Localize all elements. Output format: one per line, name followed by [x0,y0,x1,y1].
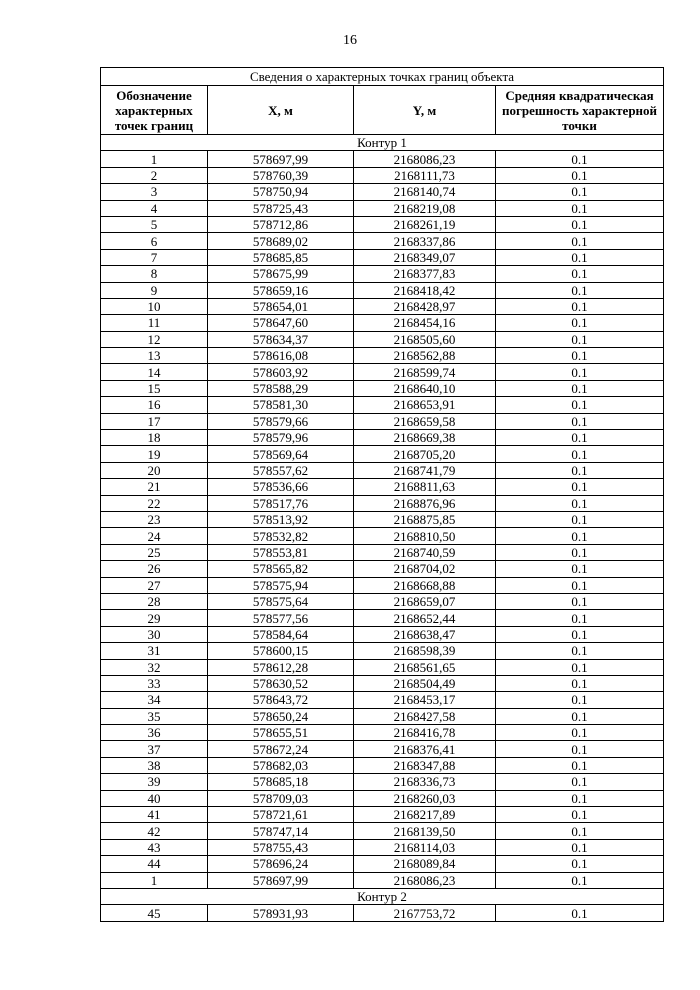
x-coordinate-cell: 578685,85 [208,249,354,265]
point-number-cell: 20 [101,462,208,478]
x-coordinate-cell: 578659,16 [208,282,354,298]
y-coordinate-cell: 2168876,96 [354,495,496,511]
table-row [101,151,664,167]
x-coordinate-cell: 578553,81 [208,544,354,560]
x-coordinate-cell: 578630,52 [208,675,354,691]
accuracy-cell: 0.1 [496,151,664,167]
x-coordinate-cell: 578712,86 [208,216,354,232]
point-number-cell: 2 [101,167,208,183]
accuracy-cell: 0.1 [496,675,664,691]
point-number-cell: 14 [101,364,208,380]
point-number-cell: 1 [101,872,208,888]
x-coordinate-cell: 578689,02 [208,233,354,249]
y-coordinate-cell: 2168377,83 [354,266,496,282]
table-row [101,643,664,659]
x-coordinate-cell: 578579,96 [208,430,354,446]
header-accuracy: Средняя квадратическая погрешность характерной точки [496,86,664,135]
table-row [101,413,664,429]
y-coordinate-cell: 2168598,39 [354,643,496,659]
y-coordinate-cell: 2168086,23 [354,872,496,888]
point-number-cell: 41 [101,807,208,823]
x-coordinate-cell: 578517,76 [208,495,354,511]
y-coordinate-cell: 2168740,59 [354,544,496,560]
point-number-cell: 39 [101,774,208,790]
table-row [101,593,664,609]
point-number-cell: 22 [101,495,208,511]
x-coordinate-cell: 578697,99 [208,151,354,167]
y-coordinate-cell: 2168427,58 [354,708,496,724]
x-coordinate-cell: 578747,14 [208,823,354,839]
point-number-cell: 35 [101,708,208,724]
point-number-cell: 1 [101,151,208,167]
y-coordinate-cell: 2168640,10 [354,380,496,396]
x-coordinate-cell: 578513,92 [208,511,354,527]
x-coordinate-cell: 578721,61 [208,807,354,823]
x-coordinate-cell: 578725,43 [208,200,354,216]
y-coordinate-cell: 2168416,78 [354,725,496,741]
x-coordinate-cell: 578647,60 [208,315,354,331]
contour-header-row [101,135,664,151]
table-row [101,249,664,265]
accuracy-cell: 0.1 [496,167,664,183]
point-number-cell: 45 [101,905,208,921]
x-coordinate-cell: 578577,56 [208,610,354,626]
x-coordinate-cell: 578575,64 [208,593,354,609]
x-coordinate-cell: 578672,24 [208,741,354,757]
y-coordinate-cell: 2168652,44 [354,610,496,626]
table-row [101,511,664,527]
y-coordinate-cell: 2168349,07 [354,249,496,265]
y-coordinate-cell: 2168811,63 [354,479,496,495]
accuracy-cell: 0.1 [496,249,664,265]
x-coordinate-cell: 578654,01 [208,298,354,314]
point-number-cell: 8 [101,266,208,282]
x-coordinate-cell: 578760,39 [208,167,354,183]
accuracy-cell: 0.1 [496,790,664,806]
table-row [101,331,664,347]
table-row [101,233,664,249]
point-number-cell: 4 [101,200,208,216]
table-row [101,577,664,593]
x-coordinate-cell: 578696,24 [208,856,354,872]
accuracy-cell: 0.1 [496,413,664,429]
point-number-cell: 40 [101,790,208,806]
accuracy-cell: 0.1 [496,692,664,708]
point-number-cell: 21 [101,479,208,495]
point-number-cell: 16 [101,397,208,413]
table-row [101,872,664,888]
point-number-cell: 18 [101,430,208,446]
x-coordinate-cell: 578600,15 [208,643,354,659]
accuracy-cell: 0.1 [496,626,664,642]
y-coordinate-cell: 2168638,47 [354,626,496,642]
accuracy-cell: 0.1 [496,184,664,200]
accuracy-cell: 0.1 [496,216,664,232]
table-row [101,282,664,298]
table-row [101,610,664,626]
point-number-cell: 24 [101,528,208,544]
point-number-cell: 25 [101,544,208,560]
accuracy-cell: 0.1 [496,774,664,790]
y-coordinate-cell: 2168810,50 [354,528,496,544]
accuracy-cell: 0.1 [496,593,664,609]
table-row [101,561,664,577]
point-number-cell: 30 [101,626,208,642]
accuracy-cell: 0.1 [496,266,664,282]
table-row [101,167,664,183]
point-number-cell: 26 [101,561,208,577]
y-coordinate-cell: 2168561,65 [354,659,496,675]
table-row [101,315,664,331]
point-number-cell: 3 [101,184,208,200]
table-row [101,823,664,839]
y-coordinate-cell: 2168741,79 [354,462,496,478]
point-number-cell: 11 [101,315,208,331]
header-designation: Обозначение характерных точек границ [101,86,208,135]
table-row [101,544,664,560]
x-coordinate-cell: 578579,66 [208,413,354,429]
accuracy-cell: 0.1 [496,364,664,380]
x-coordinate-cell: 578643,72 [208,692,354,708]
y-coordinate-cell: 2168453,17 [354,692,496,708]
boundary-points-table [100,67,664,922]
y-coordinate-cell: 2168599,74 [354,364,496,380]
table-row [101,675,664,691]
accuracy-cell: 0.1 [496,397,664,413]
point-number-cell: 17 [101,413,208,429]
accuracy-cell: 0.1 [496,479,664,495]
point-number-cell: 9 [101,282,208,298]
y-coordinate-cell: 2168505,60 [354,331,496,347]
point-number-cell: 42 [101,823,208,839]
point-number-cell: 34 [101,692,208,708]
accuracy-cell: 0.1 [496,462,664,478]
accuracy-cell: 0.1 [496,839,664,855]
accuracy-cell: 0.1 [496,528,664,544]
table-row [101,216,664,232]
accuracy-cell: 0.1 [496,298,664,314]
table-row [101,446,664,462]
table-row [101,495,664,511]
table-row [101,856,664,872]
y-coordinate-cell: 2168668,88 [354,577,496,593]
table-row [101,774,664,790]
y-coordinate-cell: 2168562,88 [354,348,496,364]
header-x: X, м [208,86,354,135]
accuracy-cell: 0.1 [496,200,664,216]
table-row [101,659,664,675]
table-row [101,807,664,823]
accuracy-cell: 0.1 [496,561,664,577]
table-row [101,692,664,708]
x-coordinate-cell: 578650,24 [208,708,354,724]
accuracy-cell: 0.1 [496,872,664,888]
accuracy-cell: 0.1 [496,708,664,724]
table-row [101,430,664,446]
accuracy-cell: 0.1 [496,725,664,741]
point-number-cell: 23 [101,511,208,527]
table-row [101,184,664,200]
accuracy-cell: 0.1 [496,430,664,446]
point-number-cell: 29 [101,610,208,626]
accuracy-cell: 0.1 [496,380,664,396]
point-number-cell: 37 [101,741,208,757]
table-row [101,348,664,364]
point-number-cell: 27 [101,577,208,593]
x-coordinate-cell: 578655,51 [208,725,354,741]
point-number-cell: 10 [101,298,208,314]
point-number-cell: 19 [101,446,208,462]
table-row [101,528,664,544]
y-coordinate-cell: 2168428,97 [354,298,496,314]
table-row [101,626,664,642]
x-coordinate-cell: 578750,94 [208,184,354,200]
accuracy-cell: 0.1 [496,659,664,675]
table-row [101,462,664,478]
y-coordinate-cell: 2168705,20 [354,446,496,462]
contour-label: Контур 1 [101,135,664,151]
x-coordinate-cell: 578709,03 [208,790,354,806]
x-coordinate-cell: 578581,30 [208,397,354,413]
x-coordinate-cell: 578634,37 [208,331,354,347]
point-number-cell: 38 [101,757,208,773]
x-coordinate-cell: 578536,66 [208,479,354,495]
x-coordinate-cell: 578575,94 [208,577,354,593]
x-coordinate-cell: 578755,43 [208,839,354,855]
x-coordinate-cell: 578697,99 [208,872,354,888]
accuracy-cell: 0.1 [496,495,664,511]
table-title: Сведения о характерных точках границ объекта [101,68,664,86]
point-number-cell: 6 [101,233,208,249]
point-number-cell: 36 [101,725,208,741]
point-number-cell: 7 [101,249,208,265]
x-coordinate-cell: 578612,28 [208,659,354,675]
y-coordinate-cell: 2168653,91 [354,397,496,413]
y-coordinate-cell: 2168704,02 [354,561,496,577]
table-row [101,757,664,773]
point-number-cell: 43 [101,839,208,855]
table-row [101,479,664,495]
point-number-cell: 13 [101,348,208,364]
y-coordinate-cell: 2167753,72 [354,905,496,921]
header-y: Y, м [354,86,496,135]
accuracy-cell: 0.1 [496,577,664,593]
accuracy-cell: 0.1 [496,348,664,364]
x-coordinate-cell: 578603,92 [208,364,354,380]
point-number-cell: 12 [101,331,208,347]
accuracy-cell: 0.1 [496,823,664,839]
x-coordinate-cell: 578931,93 [208,905,354,921]
accuracy-cell: 0.1 [496,741,664,757]
point-number-cell: 5 [101,216,208,232]
point-number-cell: 15 [101,380,208,396]
table-row [101,725,664,741]
x-coordinate-cell: 578532,82 [208,528,354,544]
accuracy-cell: 0.1 [496,315,664,331]
table-row [101,200,664,216]
point-number-cell: 44 [101,856,208,872]
y-coordinate-cell: 2168086,23 [354,151,496,167]
x-coordinate-cell: 578616,08 [208,348,354,364]
x-coordinate-cell: 578565,82 [208,561,354,577]
point-number-cell: 31 [101,643,208,659]
y-coordinate-cell: 2168454,16 [354,315,496,331]
table-row [101,266,664,282]
accuracy-cell: 0.1 [496,282,664,298]
table-row [101,380,664,396]
y-coordinate-cell: 2168140,74 [354,184,496,200]
y-coordinate-cell: 2168875,85 [354,511,496,527]
x-coordinate-cell: 578557,62 [208,462,354,478]
accuracy-cell: 0.1 [496,905,664,921]
point-number-cell: 32 [101,659,208,675]
y-coordinate-cell: 2168347,88 [354,757,496,773]
y-coordinate-cell: 2168337,86 [354,233,496,249]
contour-label: Контур 2 [101,888,664,904]
accuracy-cell: 0.1 [496,511,664,527]
x-coordinate-cell: 578569,64 [208,446,354,462]
x-coordinate-cell: 578675,99 [208,266,354,282]
table-row [101,364,664,380]
y-coordinate-cell: 2168219,08 [354,200,496,216]
accuracy-cell: 0.1 [496,807,664,823]
table-row [101,905,664,921]
table-row [101,741,664,757]
y-coordinate-cell: 2168089,84 [354,856,496,872]
x-coordinate-cell: 578584,64 [208,626,354,642]
y-coordinate-cell: 2168111,73 [354,167,496,183]
table-row [101,790,664,806]
accuracy-cell: 0.1 [496,233,664,249]
x-coordinate-cell: 578685,18 [208,774,354,790]
x-coordinate-cell: 578682,03 [208,757,354,773]
table-row [101,708,664,724]
y-coordinate-cell: 2168114,03 [354,839,496,855]
y-coordinate-cell: 2168376,41 [354,741,496,757]
accuracy-cell: 0.1 [496,331,664,347]
contour-header-row [101,888,664,904]
y-coordinate-cell: 2168504,49 [354,675,496,691]
accuracy-cell: 0.1 [496,544,664,560]
point-number-cell: 28 [101,593,208,609]
x-coordinate-cell: 578588,29 [208,380,354,396]
accuracy-cell: 0.1 [496,856,664,872]
y-coordinate-cell: 2168217,89 [354,807,496,823]
y-coordinate-cell: 2168418,42 [354,282,496,298]
table-row [101,298,664,314]
accuracy-cell: 0.1 [496,757,664,773]
table-row [101,839,664,855]
table-body [101,135,664,922]
page-number: 16 [343,33,357,48]
y-coordinate-cell: 2168659,07 [354,593,496,609]
accuracy-cell: 0.1 [496,446,664,462]
accuracy-cell: 0.1 [496,610,664,626]
y-coordinate-cell: 2168659,58 [354,413,496,429]
y-coordinate-cell: 2168336,73 [354,774,496,790]
y-coordinate-cell: 2168139,50 [354,823,496,839]
accuracy-cell: 0.1 [496,643,664,659]
y-coordinate-cell: 2168260,03 [354,790,496,806]
y-coordinate-cell: 2168261,19 [354,216,496,232]
point-number-cell: 33 [101,675,208,691]
y-coordinate-cell: 2168669,38 [354,430,496,446]
table-row [101,397,664,413]
